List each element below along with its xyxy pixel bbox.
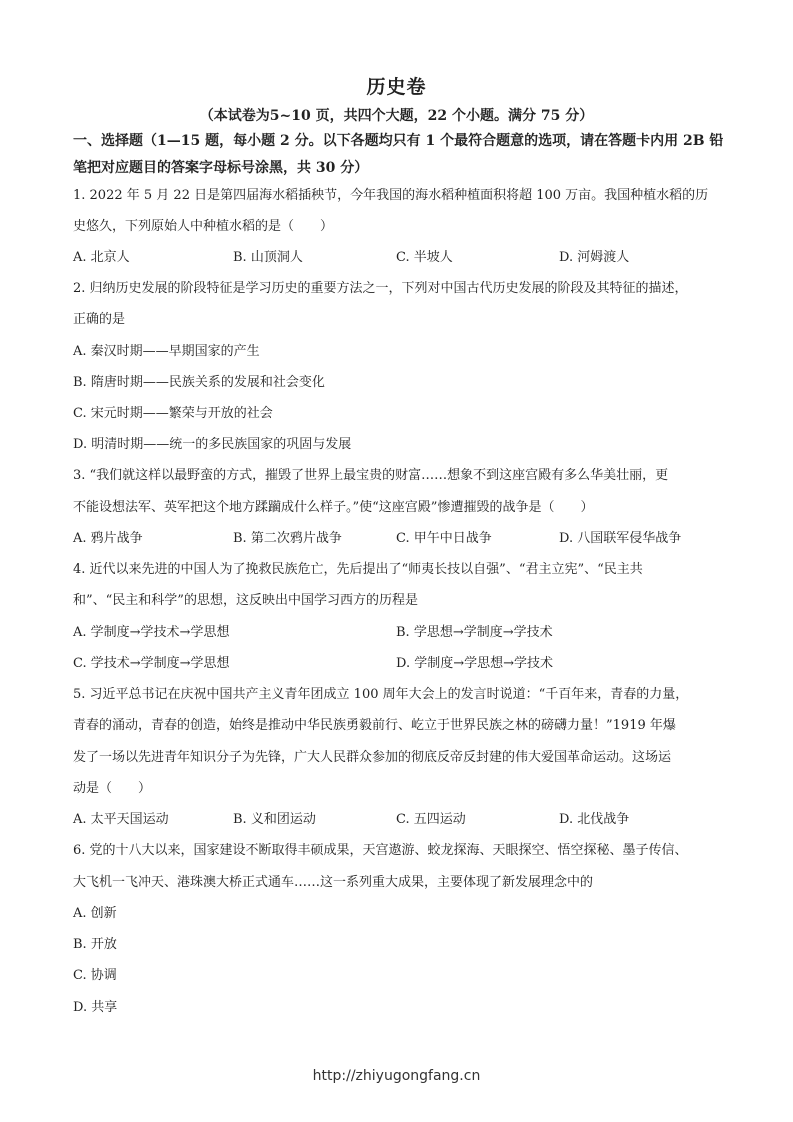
question-1-option-b: B. 山顶洞人 (233, 250, 303, 265)
question-6-option-d: D. 共享 (73, 1000, 118, 1015)
question-2-option-a: A. 秦汉时期——早期国家的产生 (73, 344, 260, 359)
question-2-line-2: 正确的是 (73, 312, 126, 327)
question-2-option-b: B. 隋唐时期——民族关系的发展和社会变化 (73, 375, 325, 390)
question-5-line-4: 动是（ ） (73, 781, 152, 796)
question-3-option-c: C. 甲午中日战争 (396, 531, 492, 546)
question-4-option-d: D. 学制度→学思想→学技术 (396, 656, 554, 671)
question-2-option-c: C. 宋元时期——繁荣与开放的社会 (73, 406, 273, 421)
question-5-option-d: D. 北伐战争 (559, 812, 630, 827)
question-4-option-a: A. 学制度→学技术→学思想 (73, 625, 230, 640)
question-5-option-b: B. 义和团运动 (233, 812, 316, 827)
question-5-option-c: C. 五四运动 (396, 812, 466, 827)
question-5-line-1: 5. 习近平总书记在庆祝中国共产主义青年团成立 100 周年大会上的发言时说道：“千百年来，青春的力量， (73, 687, 689, 702)
page-title: 历史卷 (366, 76, 427, 98)
question-1-option-c: C. 半坡人 (396, 250, 453, 265)
page-subtitle: （本试卷为5~10 页，共四个大题，22 个小题。满分 75 分） (199, 108, 594, 124)
question-3-option-a: A. 鸦片战争 (73, 531, 143, 546)
question-6-option-b: B. 开放 (73, 937, 117, 952)
question-3-option-d: D. 八国联军侵华战争 (559, 531, 682, 546)
question-3-option-b: B. 第二次鸦片战争 (233, 531, 342, 546)
question-5-line-3: 发了一场以先进青年知识分子为先锋，广大人民群众参加的彻底反帝反封建的伟大爱国革命运动。这场运 (73, 750, 672, 765)
question-5-line-2: 青春的涌动，青春的创造，始终是推动中华民族勇毅前行、屹立于世界民族之林的磅礴力量！”1919 年爆 (73, 718, 676, 733)
question-3-line-2: 不能设想法军、英军把这个地方蹂躏成什么样子。”使“这座宫殿”惨遭摧毁的战争是（ ） (73, 500, 594, 515)
question-4-line-1: 4. 近代以来先进的中国人为了挽救民族危亡，先后提出了“师夷长技以自强”、“君主立宪”、“民主共 (73, 562, 643, 577)
question-4-line-2: 和”、“民主和科学”的思想，这反映出中国学习西方的历程是 (73, 593, 418, 608)
question-4-option-b: B. 学思想→学制度→学技术 (396, 625, 553, 640)
question-5-option-a: A. 太平天国运动 (73, 812, 169, 827)
question-4-option-c: C. 学技术→学制度→学思想 (73, 656, 230, 671)
question-1-line-1: 1. 2022 年 5 月 22 日是第四届海水稻插秧节，今年我国的海水稻种植面积将超 100 万亩。我国种植水稻的历 (73, 188, 709, 203)
question-1-line-2: 史悠久，下列原始人中种植水稻的是（ ） (73, 219, 334, 234)
question-3-line-1: 3. “我们就这样以最野蛮的方式，摧毁了世界上最宝贵的财富……想象不到这座宫殿有多么华美壮丽，更 (73, 468, 669, 483)
question-6-line-2: 大飞机一飞冲天、港珠澳大桥正式通车……这一系列重大成果，主要体现了新发展理念中的 (73, 875, 594, 890)
question-6-line-1: 6. 党的十八大以来，国家建设不断取得丰硕成果，天宫遨游、蛟龙探海、天眼探空、悟空探秘、墨子传信、 (73, 843, 688, 858)
question-2-option-d: D. 明清时期——统一的多民族国家的巩固与发展 (73, 437, 352, 452)
question-6-option-a: A. 创新 (73, 906, 117, 921)
question-6-option-c: C. 协调 (73, 968, 117, 983)
section-heading: 一、选择题（1—15 题，每小题 2 分。以下各题均只有 1 个最符合题意的选项，请在答题卡内用 2B 铅笔把对应题目的答案字母标号涂黑，共 30 分） (73, 133, 724, 176)
question-2-line-1: 2. 归纳历史发展的阶段特征是学习历史的重要方法之一，下列对中国古代历史发展的阶段及其特征的描述， (73, 281, 688, 296)
footer-url: http://zhiyugongfang.cn (312, 1068, 481, 1084)
question-1-option-a: A. 北京人 (73, 250, 130, 265)
question-1-option-d: D. 河姆渡人 (559, 250, 630, 265)
